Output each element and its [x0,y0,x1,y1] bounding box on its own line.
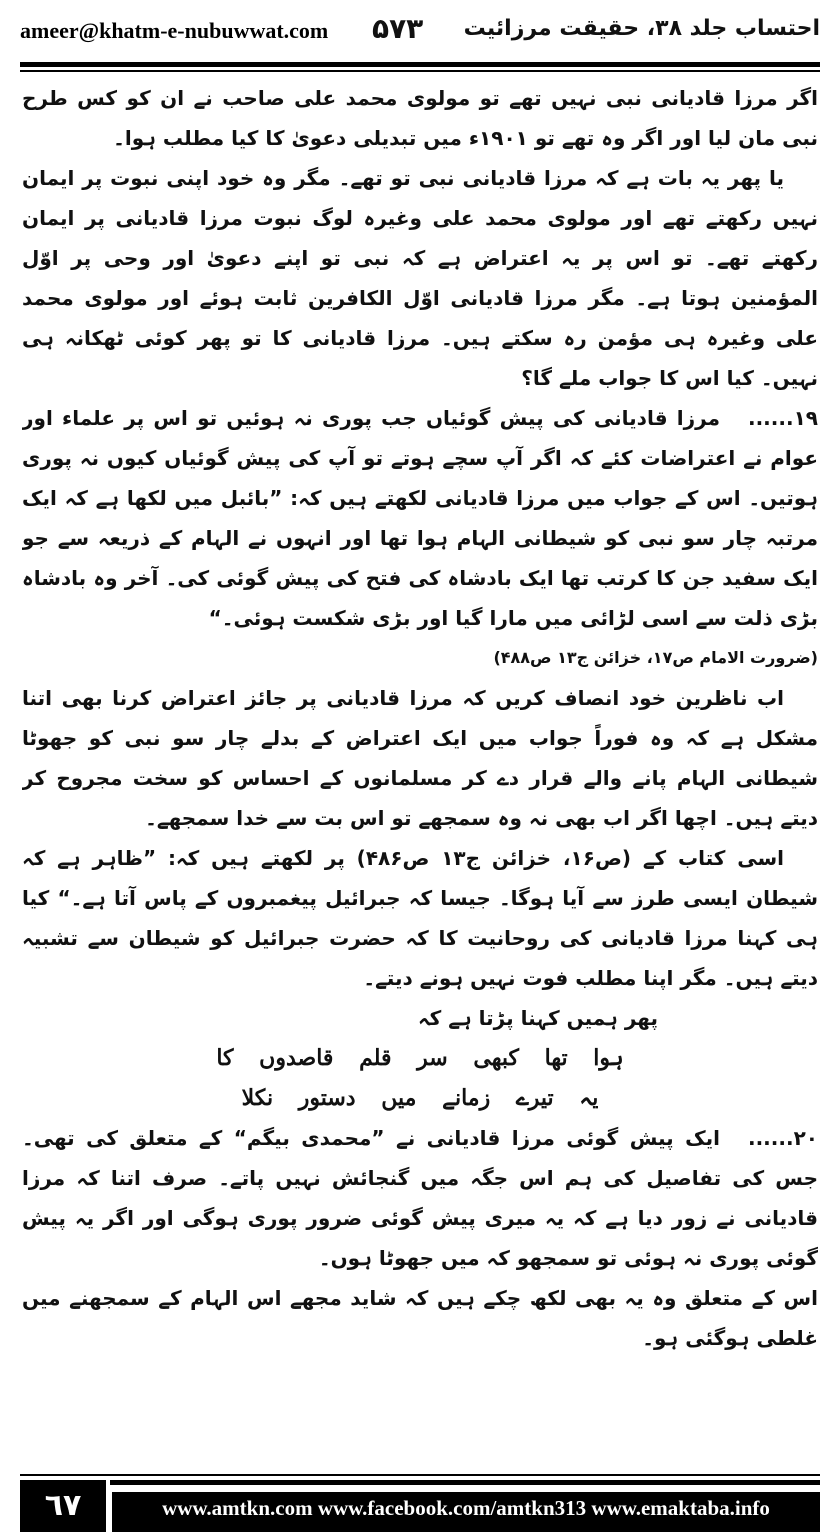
paragraph-3: اب ناظرین خود انصاف کریں کہ مرزا قادیانی پر جائز اعتراض کرنا بھی اتنا مشکل ہے کہ وہ فوراً جواب میں ایک اعتراض کے بدلے چار سو نبی کو جھوٹا شیطانی الہام پانے والے قرار دے کر مسلمانوں کے احساس کو سخت مجروح کر دیتے ہیں۔ اچھا اگر اب بھی نہ وہ سمجھے تو اس بت سے خدا سمجھے۔ [22,686,818,830]
poem-line-2: یہ تیرے زمانے میں دستور نکلا [241,1085,599,1111]
header-rule-thick [20,62,820,67]
item-20-text: ایک پیش گوئی مرزا قادیانی نے ”محمدی بیگم“ کے متعلق کی تھی۔ جس کی تفاصیل کی ہم اس جگہ میں گنجائش نہیں پاتے۔ صرف اتنا کہ مرزا قادیانی نے زور دیا ہے کہ یہ میری پیش گوئی ضرور پوری ہوگی اور اگر یہ پیش گوئی پوری نہ ہوئی تو سمجھو کہ میں جھوٹا ہوں۔ [22,1126,818,1270]
header-title: احتساب جلد ۳۸، حقیقت مرزائیت [463,16,820,41]
item-20-after: اس کے متعلق وہ یہ بھی لکھ چکے ہیں کہ شاید مجھے اس الہام کے سمجھنے میں غلطی ہوگئی ہو۔ [22,1286,818,1350]
item-19-reference: (ضرورت الامام ص۱۷، خزائن ج۱۳ ص۴۸۸) [493,648,818,667]
item-19-text: مرزا قادیانی کی پیش گوئیاں جب پوری نہ ہوئیں تو اس پر علماء اور عوام نے اعتراضات کئے کہ اگر آپ سچے ہوتے تو آپ کی پیش گوئیاں کیوں نہ پوری ہوتیں۔ اس کے جواب میں مرزا قادیانی لکھتے ہیں کہ: ”بائبل میں لکھا ہے کہ ایک مرتبہ چار سو نبی کو شیطانی الہام ہوا تھا اور انہوں نے الہام کے ذریعہ سے جو ایک سفید جن کا کرتب تھا ایک بادشاہ کی فتح کی پیش گوئی کی۔ آخر وہ بادشاہ بڑی ذلت سے اسی لڑائی میں مارا گیا اور بڑی شکست ہوئی۔“ [22,406,818,630]
footer-rule-thick [110,1480,820,1485]
item-20-number: ۲۰...... [747,1126,818,1150]
item-19 [22,398,818,638]
footer-page-box: ٦٧ [20,1480,106,1532]
item-20 [22,1118,818,1278]
page-header [0,0,840,62]
paragraph-2: یا پھر یہ بات ہے کہ مرزا قادیانی نبی تو تھے۔ مگر وہ خود اپنی نبوت پر ایمان نہیں رکھتے تھے اور مولوی محمد علی وغیرہ لوگ نبوت مرزا قادیانی پر ایمان رکھتے تھے۔ تو اس پر یہ اعتراض ہے کہ نبی تو اپنے دعویٰ اور وحی پر اوّل المؤمنین ہوتا ہے۔ مگر مرزا قادیانی اوّل الکافرین ثابت ہوئے اور مولوی محمد علی وغیرہ ہی مؤمن رہ سکتے ہیں۔ مرزا قادیانی کا تو پھر کوئی ٹھکانہ ہی نہیں۔ کیا اس کا جواب ملے گا؟ [22,166,818,390]
header-page-number: ۵۷۳ [372,12,424,45]
poem-intro: پھر ہمیں کہنا پڑتا ہے کہ [417,1006,658,1030]
item-19-number: ۱۹...... [747,406,818,430]
page-body [22,78,818,1460]
paragraph-1: اگر مرزا قادیانی نبی نہیں تھے تو مولوی محمد علی صاحب نے ان کو کس طرح نبی مان لیا اور اگر وہ تھے تو ۱۹۰۱ء میں تبدیلی دعویٰ کا کیا مطلب ہوا۔ [22,86,818,150]
footer-links[interactable]: www.amtkn.com www.facebook.com/amtkn313 www.emaktaba.info [162,1496,770,1520]
paragraph-4: اسی کتاب کے (ص۱۶، خزائن ج۱۳ ص۴۸۶) پر لکھتے ہیں کہ: ”ظاہر ہے کہ شیطان ایسی طرز سے آیا ہوگا۔ جیسا کہ جبرائیل پیغمبروں کے پاس آتا ہے۔“ کیا ہی کہنا مرزا قادیانی کی روحانیت کا کہ حضرت جبرائیل کو شیطان سے تشبیہ دیتے ہیں۔ مگر اپنا مطلب فوت نہیں ہونے دیتے۔ [22,846,818,990]
footer-rule-thin [20,1474,820,1476]
header-rule-thin [20,70,820,72]
poem-line-1: ہوا تھا کبھی سر قلم قاصدوں کا [216,1045,624,1071]
header-email: ameer@khatm-e-nubuwwat.com [20,18,329,43]
